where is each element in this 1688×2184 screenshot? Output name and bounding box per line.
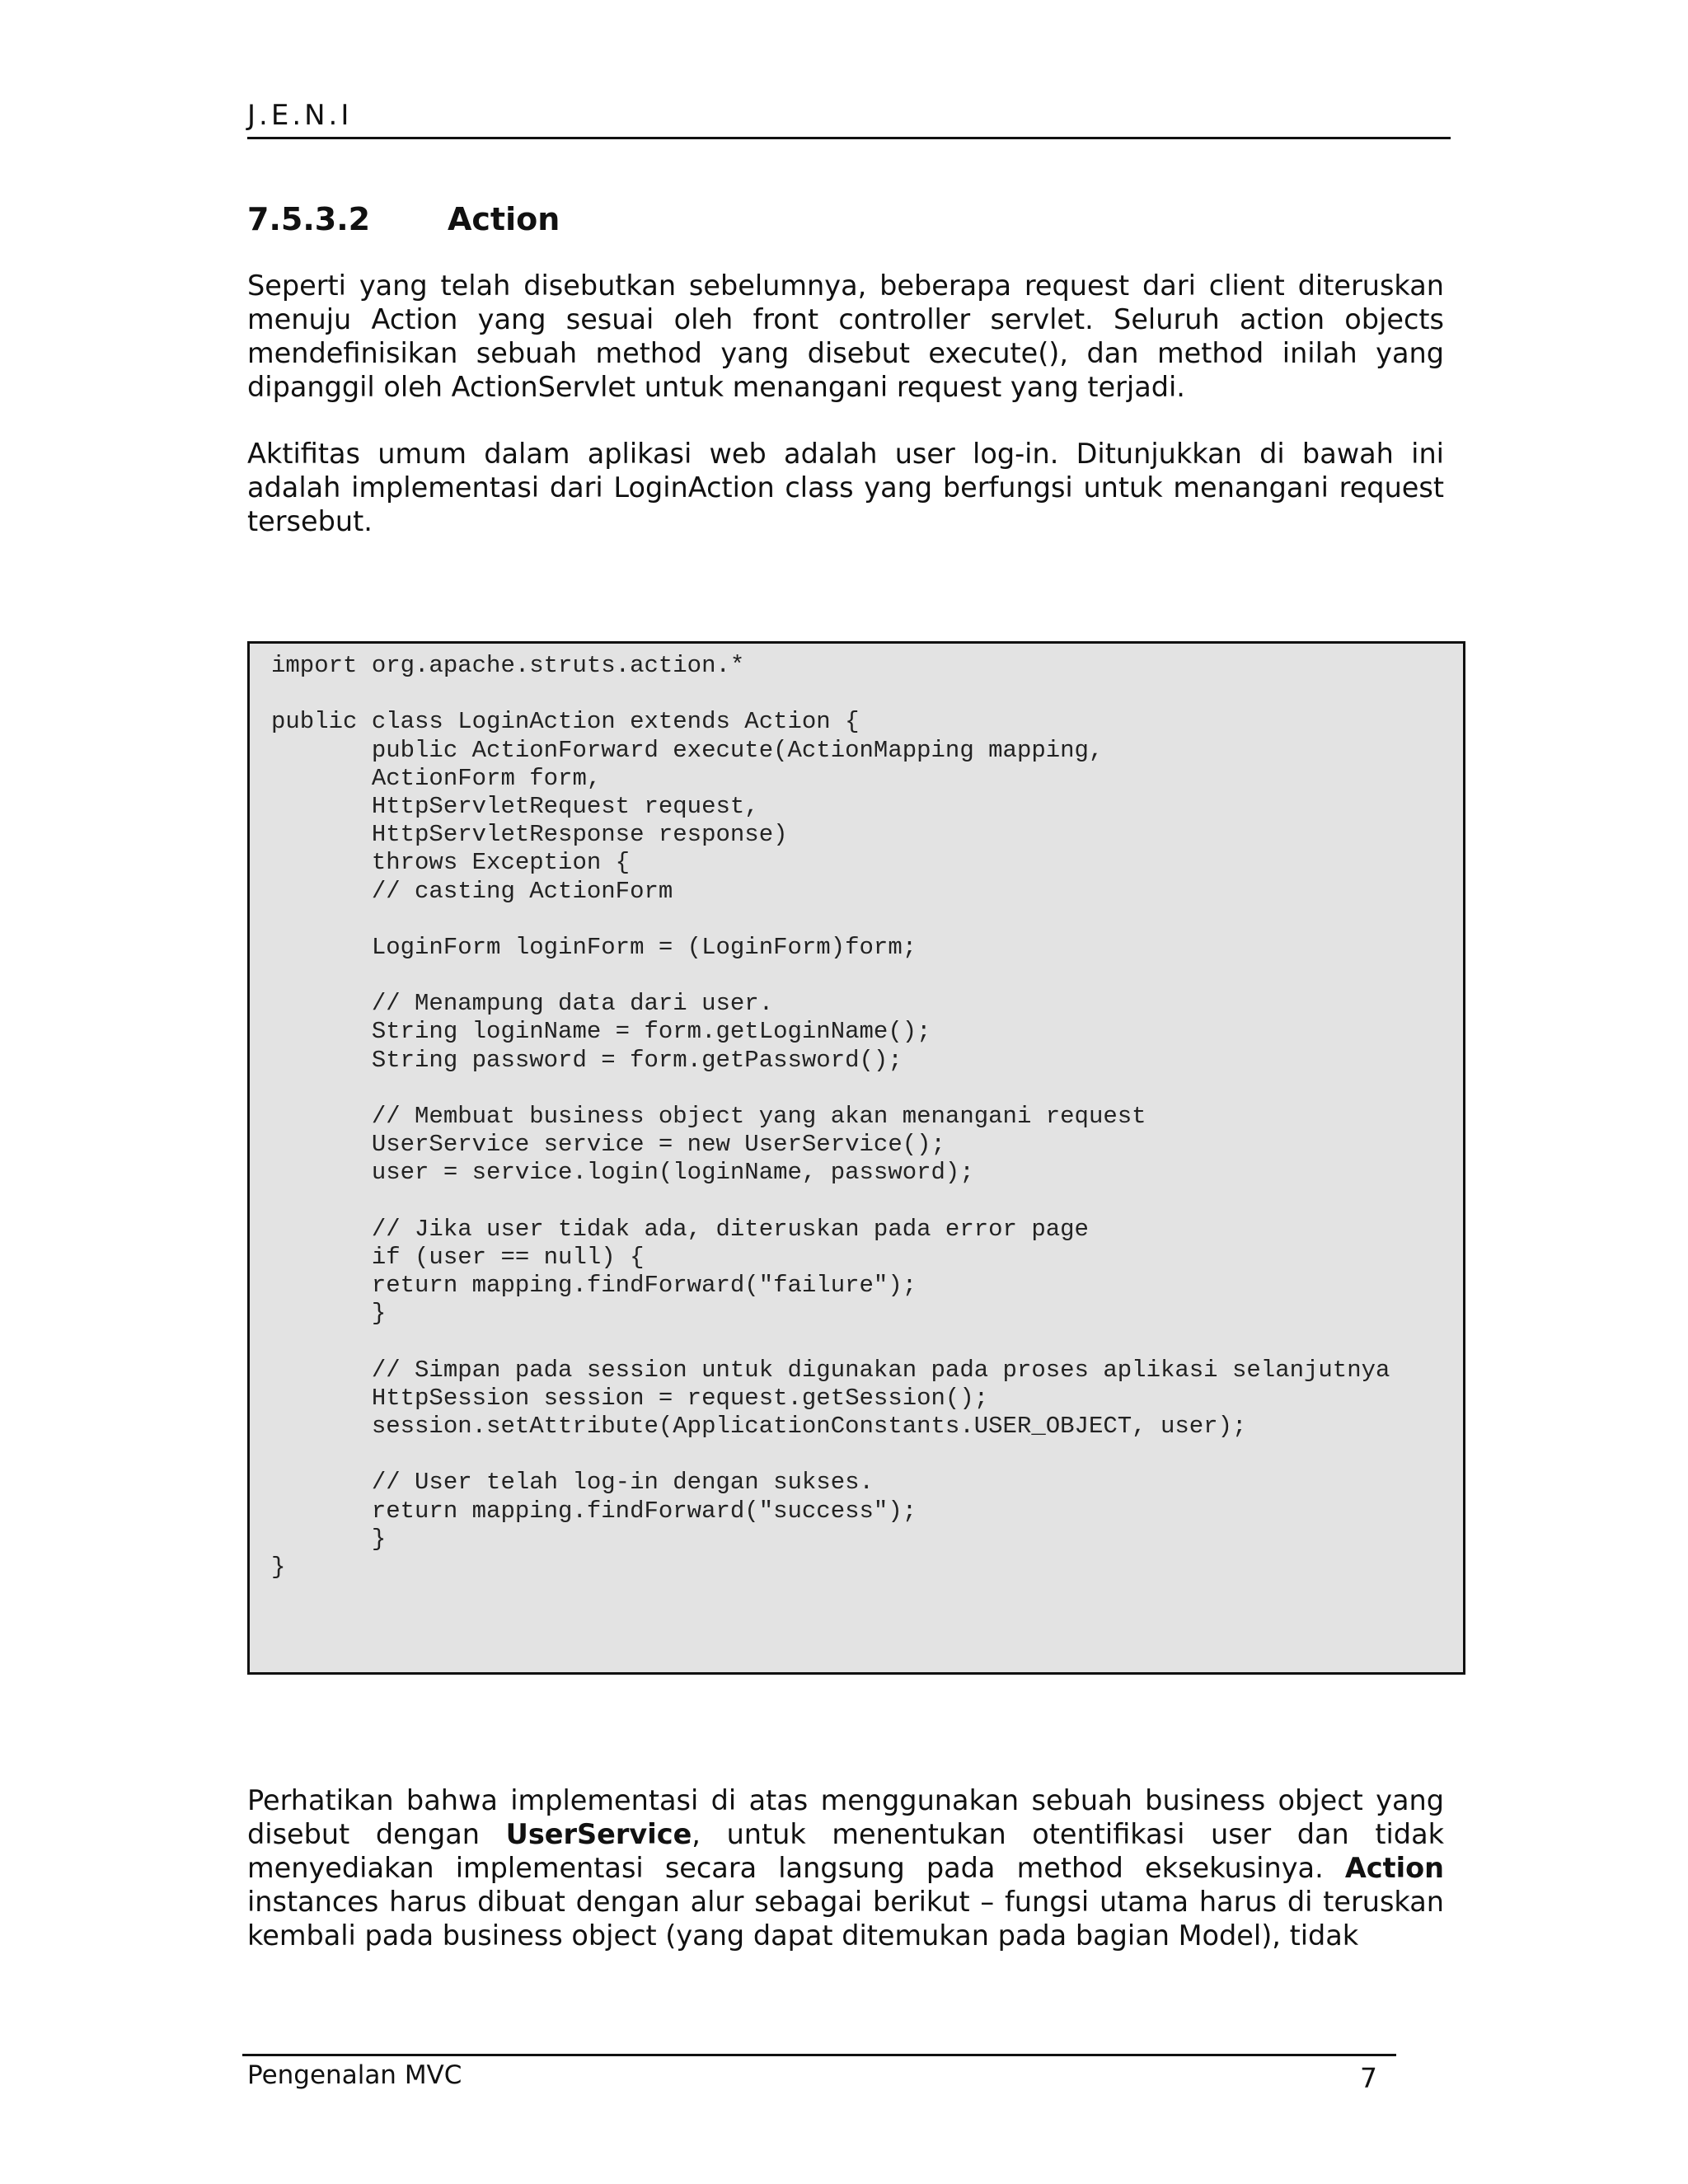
code-line: HttpServletRequest request, [271,792,759,820]
userservice-term: UserService [505,1818,692,1850]
explanation-text-3: instances harus dibuat dengan alur sebagai berikut – fungsi utama harus di teruskan kembali pada business object (yang dapat ditemukan pada bagian Model), tidak [247,1886,1444,1952]
code-line: // Menampung data dari user. [271,990,774,1018]
footer-title: Pengenalan MVC [247,2060,462,2090]
code-line [271,1329,1390,1357]
code-line [271,1441,1390,1469]
intro-paragraph: Seperti yang telah disebutkan sebelumnya, beberapa request dari client diteruskan menuju Action yang sesuai oleh front controller servlet. Seluruh action objects mendefinisikan sebuah method yang disebut execute(), dan method inilah yang dipanggil oleh ActionServlet untuk menangani request yang terjadi. [247,269,1444,403]
code-line: if (user == null) { [271,1243,645,1271]
code-line: HttpServletResponse response) [271,821,788,849]
code-line: // Simpan pada session untuk digunakan pada proses aplikasi selanjutnya [271,1356,1390,1384]
code-listing [247,641,1465,1675]
code-line [271,680,1390,708]
code-block [271,652,1390,1582]
explanation-text-2: , untuk menentukan otentifikasi user dan tidak menyediakan implementasi secara langsung pada method eksekusinya. [247,1818,1444,1884]
section-heading [247,201,560,237]
code-line: UserService service = new UserService(); [271,1131,945,1159]
code-line: public ActionForward execute(ActionMapping mapping, [271,736,1104,764]
code-line: session.setAttribute(ApplicationConstants.USER_OBJECT, user); [271,1413,1247,1441]
code-line: ActionForm form, [271,764,602,792]
code-line: // User telah log-in dengan sukses. [271,1469,874,1497]
code-line: } [271,1525,387,1553]
code-line: LoginForm loginForm = (LoginForm)form; [271,933,917,961]
code-line: String loginName = form.getLoginName(); [271,1018,931,1046]
code-line: return mapping.findForward("failure"); [271,1272,917,1300]
code-line: import org.apache.struts.action.* [271,652,745,679]
code-line: HttpSession session = request.getSession(); [271,1384,989,1412]
code-line [271,1075,1390,1103]
code-line [271,962,1390,990]
code-line [271,906,1390,934]
code-line: // Membuat business object yang akan menangani request [271,1103,1146,1130]
code-line [271,1188,1390,1216]
page-number: 7 [1360,2062,1377,2094]
code-line: throws Exception { [271,849,631,877]
footer-rule [242,2054,1396,2056]
section-title-text: Action [448,201,560,237]
login-paragraph: Aktifitas umum dalam aplikasi web adalah user log-in. Ditunjukkan di bawah ini adalah implementasi dari LoginAction class yang berfungsi untuk menangani request tersebut. [247,438,1444,537]
explanation-paragraph [247,1783,1444,1952]
code-line: // casting ActionForm [271,877,673,905]
code-line: // Jika user tidak ada, diteruskan pada error page [271,1215,1089,1243]
running-header: J.E.N.I [247,97,1451,139]
code-line: } [271,1300,387,1328]
code-line: public class LoginAction extends Action { [271,708,860,736]
action-term: Action [1344,1852,1444,1884]
explanation-text-1: Perhatikan bahwa implementasi di atas menggunakan sebuah business object yang disebut dengan [247,1784,1444,1850]
code-line: String password = form.getPassword(); [271,1046,903,1074]
code-line: } [271,1554,286,1581]
code-line: return mapping.findForward("success"); [271,1497,917,1525]
section-number: 7.5.3.2 [247,201,371,237]
code-line: user = service.login(loginName, password); [271,1159,974,1187]
